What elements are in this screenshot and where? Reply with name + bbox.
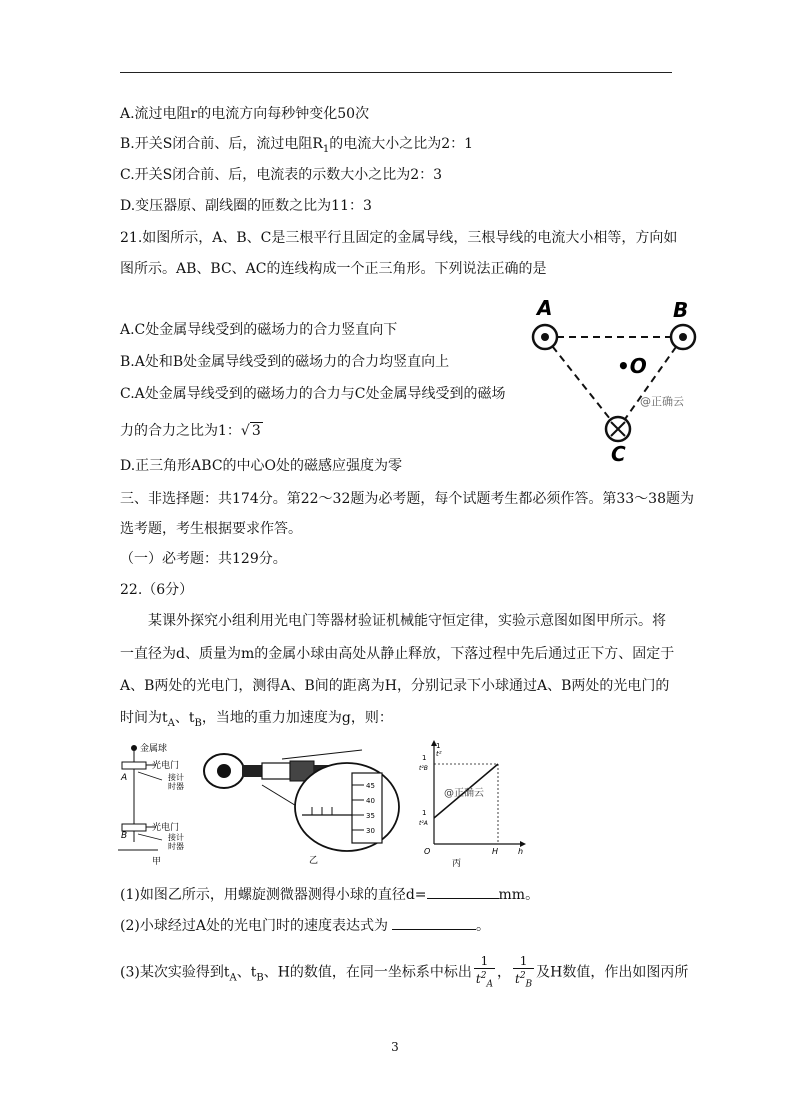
figure-jia-caption: 甲 [152, 857, 162, 867]
figure-jia-apparatus [118, 740, 200, 868]
question-22-title: 22.（6分） [120, 582, 194, 598]
tick-bot-num: 1 [422, 809, 427, 817]
label-a: A [537, 296, 553, 320]
x-tick-h: H [492, 847, 499, 856]
q22-paragraph-1: 某课外探究小组利用光电门等器材验证机械能守恒定律，实验示意图如图甲所示。将 [148, 613, 666, 629]
section-3-heading-2: 选考题，考生根据要求作答。 [120, 521, 302, 537]
label-o: •O [617, 354, 647, 378]
gate-a-label: 光电门 [152, 761, 180, 771]
tick-top-den: t²B [419, 765, 428, 772]
q21-option-b: B.A处和B处金属导线受到的磁场力的合力均竖直向上 [120, 354, 450, 370]
wire-c-in-icon [606, 417, 630, 441]
q21-option-a: A.C处金属导线受到的磁场力的合力竖直向下 [120, 322, 398, 338]
section-3-heading-1: 三、非选择题：共174分。第22～32题为必考题，每个试题考生都必须作答。第33～38题为 [120, 491, 694, 507]
timer-a-line1: 接计 [168, 773, 184, 782]
gate-b-label: 光电门 [152, 823, 180, 833]
figure-yi-micrometer [202, 745, 412, 870]
figure-yi-caption: 乙 [309, 856, 319, 866]
tick-top-num: 1 [422, 754, 427, 762]
timer-b-line1: 接计 [168, 833, 184, 842]
micrometer-tick-30: 30 [366, 827, 375, 835]
ball-label: 金属球 [140, 744, 168, 754]
point-a-label: A [121, 773, 128, 783]
timer-b-line2: 时器 [168, 842, 184, 851]
q22-sub-3: (3)某次实验得到$t_A$、$t_B$、H的数值，在同一坐标系中标出 $\frac{1}{t^2_A}$ ， $\frac{1}{t^2_B}$ 及H数值，作出如图丙所 [120, 954, 689, 990]
option-b-text: B.开关S闭合前、后，流过电阻$R_1$的电流大小之比为2：1 [120, 136, 474, 155]
origin-label: O [424, 847, 431, 856]
required-section-heading: （一）必考题：共129分。 [120, 551, 287, 567]
figure-bing-graph [418, 740, 528, 870]
q22-sub-1: (1)如图乙所示，用螺旋测微器测得小球的直径d= mm。 [120, 884, 539, 905]
answer-blank-velocity[interactable] [392, 915, 476, 930]
label-c: C [611, 442, 626, 465]
sqrt-symbol: √ 3 [240, 423, 261, 439]
q21-option-c-1: C.A处金属导线受到的磁场力的合力与C处金属导线受到的磁场 [120, 386, 506, 402]
watermark-graph: @正确云 [444, 788, 484, 799]
option-d-text: D.变压器原、副线圈的匝数之比为11：3 [120, 198, 372, 214]
question-21-stem-2: 图所示。AB、BC、AC的连线构成一个正三角形。下列说法正确的是 [120, 261, 547, 277]
timer-a-line2: 时器 [168, 782, 184, 791]
micrometer-tick-40: 40 [366, 797, 375, 805]
micrometer-tick-45: 45 [366, 782, 375, 790]
watermark: @正确云 [640, 395, 684, 408]
q21-option-d: D.正三角形ABC的中心O处的磁感应强度为零 [120, 458, 403, 474]
page-number: 3 [391, 1040, 399, 1054]
question-21-stem-1: 21.如图所示，A、B、C是三根平行且固定的金属导线，三根导线的电流大小相等，方向如 [120, 230, 678, 246]
fraction-one-over-tb-squared: $\frac{1}{t^2_B}$ [514, 954, 533, 990]
q22-paragraph-3: A、B两处的光电门，测得A、B间的距离为H，分别记录下小球通过A、B两处的光电门的 [120, 678, 670, 694]
tick-bot-den: t²A [419, 820, 428, 827]
y-axis-label-den: t² [436, 750, 442, 758]
point-b-label: B [121, 831, 128, 841]
wire-a-out-icon [533, 325, 557, 349]
fraction-one-over-ta-squared: $\frac{1}{t^2_A}$ [475, 954, 493, 990]
header-rule [120, 72, 672, 73]
option-c-text: C.开关S闭合前、后，电流表的示数大小之比为2：3 [120, 167, 443, 183]
label-b: B [673, 298, 689, 322]
option-a-text: A.流过电阻r的电流方向每秒钟变化50次 [120, 106, 370, 122]
q21-option-c-2: 力的合力之比为1：√ 3 [120, 423, 261, 439]
q22-sub-2: (2)小球经过A处的光电门时的速度表达式为 。 [120, 915, 490, 936]
figure-bing-caption: 丙 [452, 859, 462, 869]
q22-paragraph-2: 一直径为d、质量为m的金属小球由高处从静止释放，下落过程中先后通过正下方、固定于 [120, 646, 675, 662]
triangle-figure [515, 295, 715, 465]
x-axis-label: h [518, 847, 524, 856]
wire-b-out-icon [671, 325, 695, 349]
y-axis-label-num: 1 [436, 742, 441, 750]
answer-blank-diameter[interactable] [427, 884, 499, 899]
q22-paragraph-4: 时间为$t_A$、$t_B$，当地的重力加速度为g，则： [120, 710, 393, 729]
micrometer-tick-35: 35 [366, 812, 375, 820]
